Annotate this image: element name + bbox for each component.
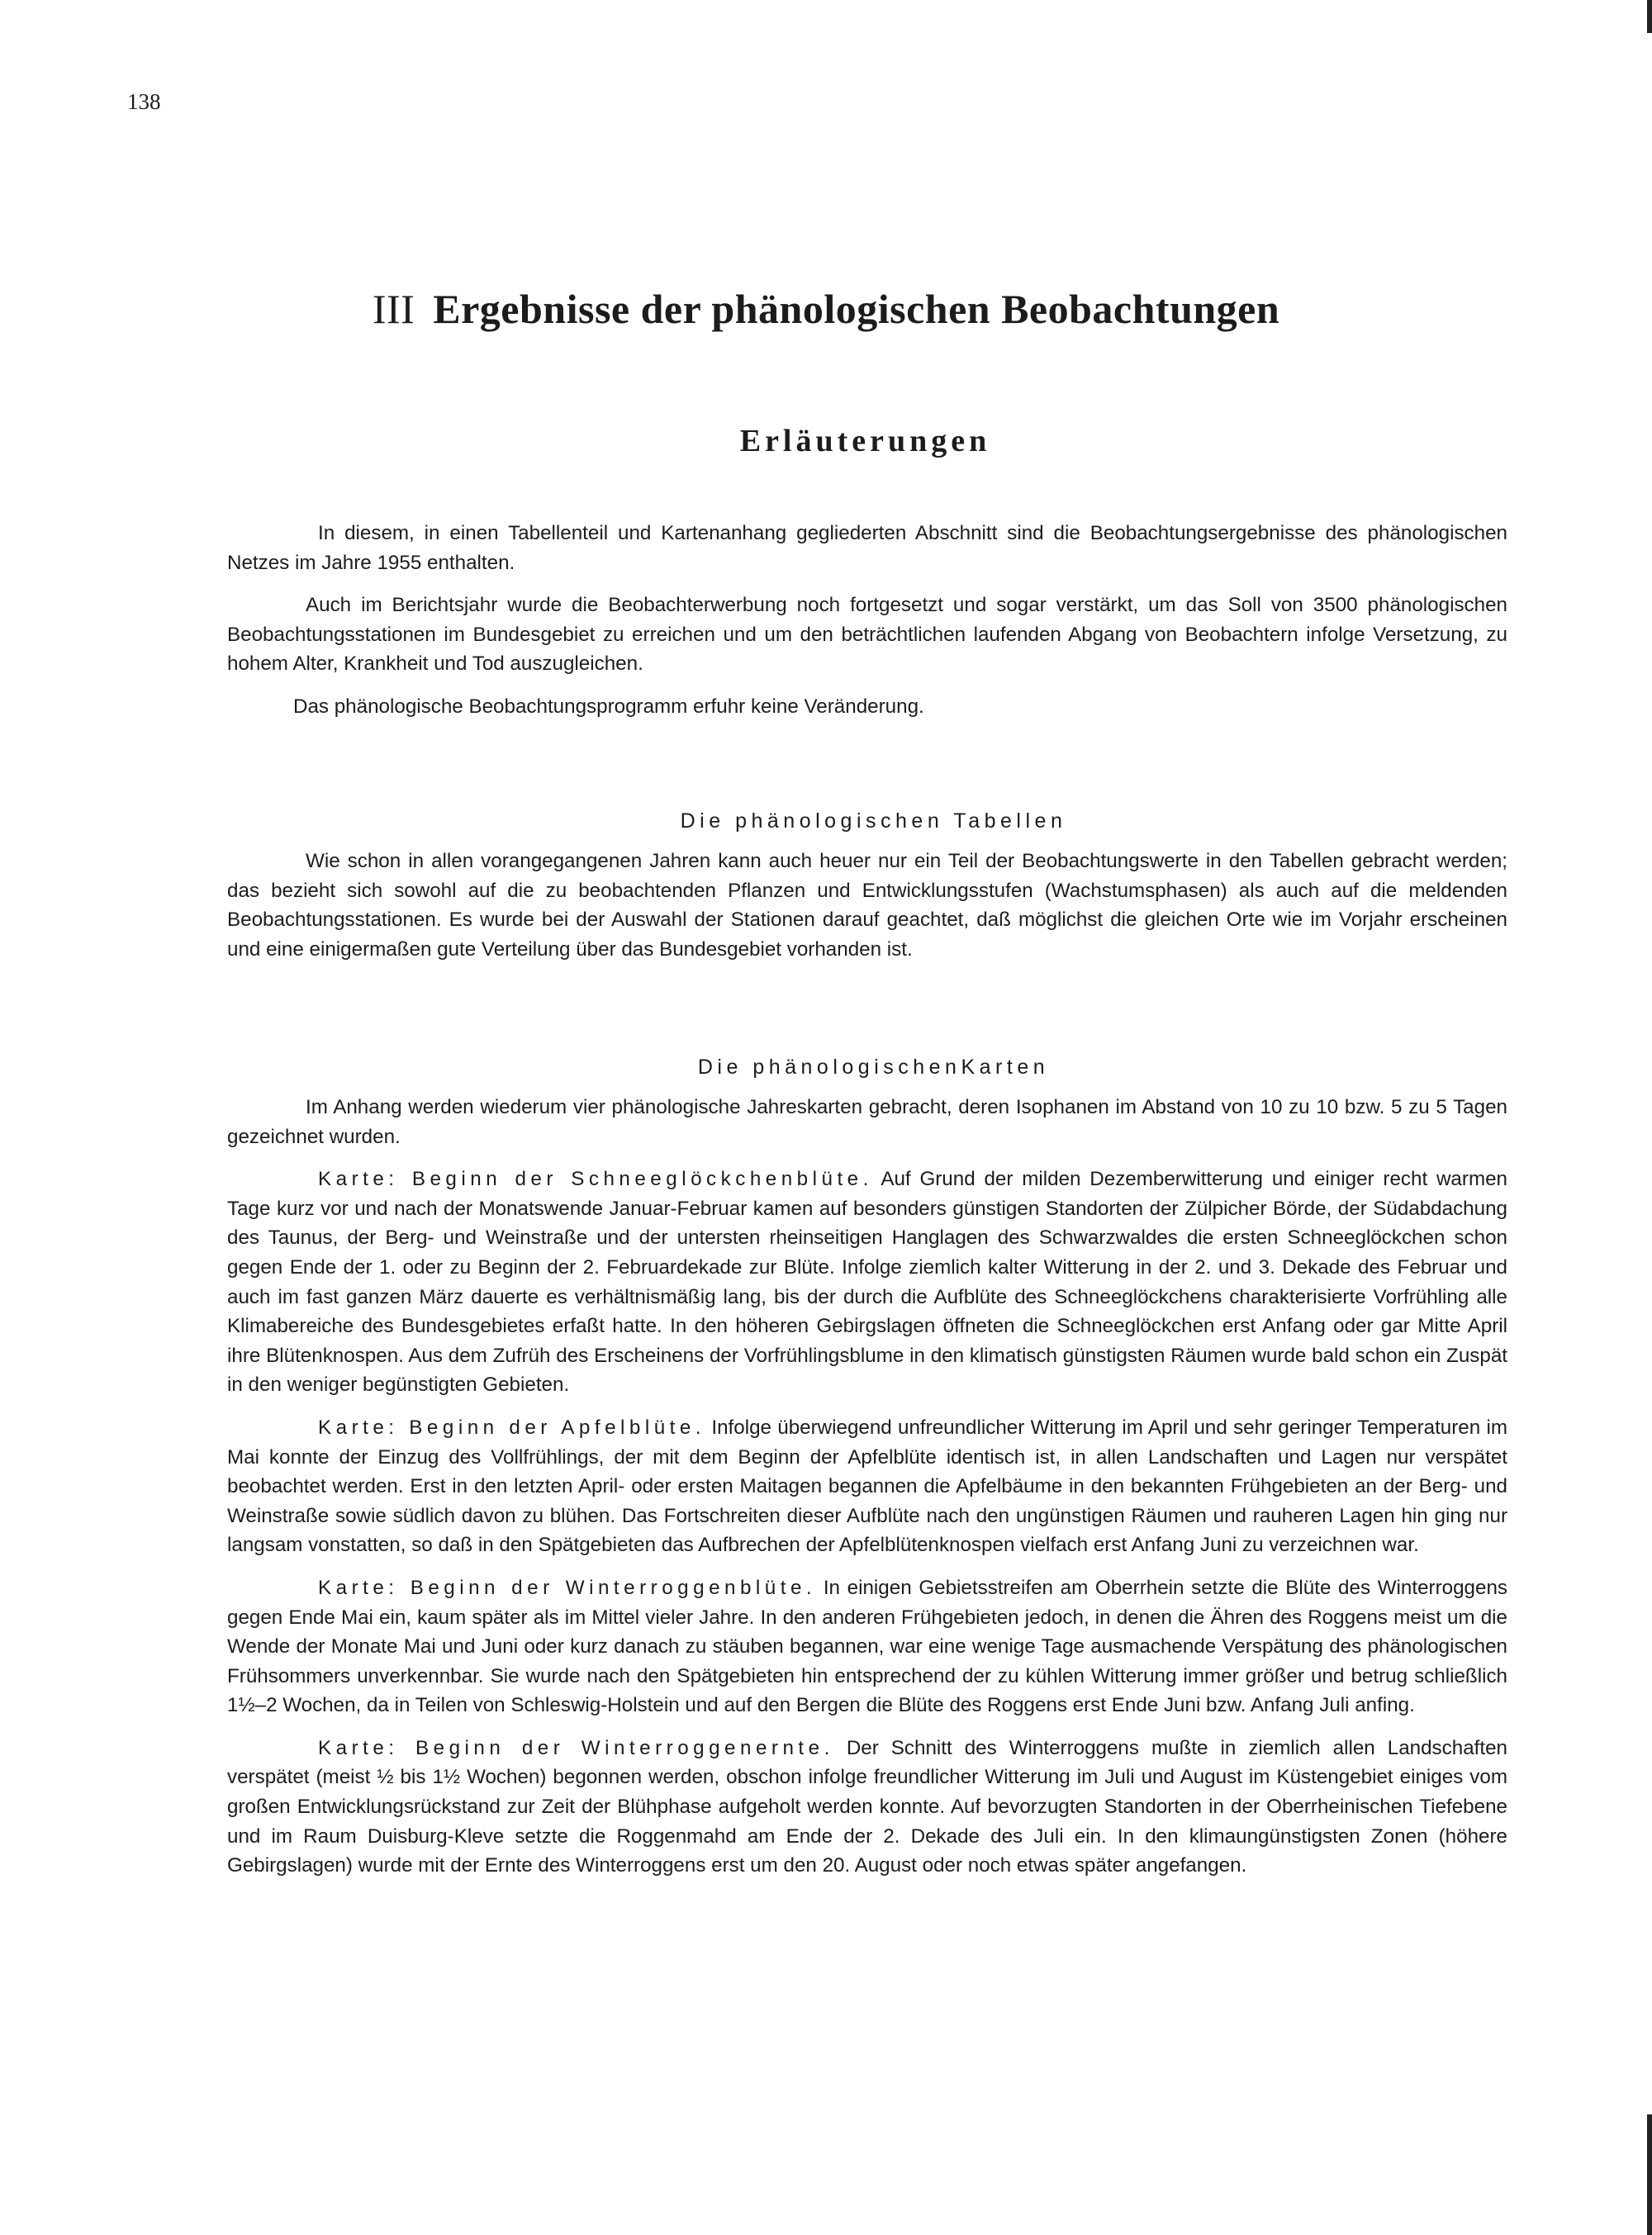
maps-heading: Die phänologischenKarten <box>697 1056 1050 1079</box>
chapter-title <box>0 285 1652 333</box>
karte-winterroggenernte-paragraph <box>227 1734 1507 1881</box>
karte-schneegloeckchen-label: Karte: Beginn der Schneeglöckchenblüte. <box>318 1168 873 1191</box>
scan-edge-mark-top <box>1647 0 1652 33</box>
tables-heading: Die phänologischen Tabellen <box>680 809 1067 833</box>
karte-winterroggenbluete-label: Karte: Beginn der Winterroggenblüte. <box>318 1576 817 1599</box>
karte-apfelbluete-text: Infolge überwiegend unfreundlicher Witterung im April und sehr geringer Temperaturen im Mai konnte der Einzug des Vollfrühlings, der mit dem Beginn der Apfelblüte identisch ist, in allen Landschaften und Lagen nur verspätet beobachtet werden. Erst in den letzten April- oder ersten Maitagen begannen die Apfelbäume in den bekannten Frühgebieten an der Berg- und Weinstraße sowie südlich davon zu blühen. Das Fortschreiten dieser Aufblüte nach den ungünstigen Räumen und rauheren Lagen hin ging nur langsam vonstatten, so daß in den Spätgebieten das Aufbrechen der Apfelblütenknospen vielfach erst Anfang Juni zu verzeichnen war. <box>227 1416 1507 1557</box>
intro-section <box>227 519 1507 735</box>
karte-winterroggenbluete-paragraph <box>227 1573 1507 1720</box>
maps-section <box>227 1093 1507 1894</box>
intro-paragraph-2: Auch im Berichtsjahr wurde die Beobachterwerbung noch fortgesetzt und sogar verstärkt, um das Soll von 3500 phänologischen Beobachtungsstationen im Bundesgebiet zu erreichen und um den beträchtlichen laufenden Abgang von Beobachtern infolge Versetzung, zu hohem Alter, Krankheit und Tod auszugleichen. <box>227 594 1507 676</box>
chapter-roman-numeral: III <box>372 286 415 332</box>
tables-paragraph: Wie schon in allen vorangegangenen Jahren kann auch heuer nur ein Teil der Beobachtungswerte in den Tabellen gebracht werden; das bezieht sich sowohl auf die zu beobachtenden Pflanzen und Entwicklungsstufen (Wachstumsphasen) als auch auf die meldenden Beobachtungsstationen. Es wurde bei der Auswahl der Stationen darauf geachtet, daß möglichst die gleichen Orte wie im Vorjahr erscheinen und eine einigermaßen gute Verteilung über das Bundesgebiet vorhanden ist. <box>227 850 1507 961</box>
tables-section <box>227 847 1507 977</box>
karte-winterroggenernte-text: Der Schnitt des Winterroggens mußte in ziemlich allen Landschaften verspätet (meist ½ bis 1½ Wochen) begonnen werden, obschon infolge freundlicher Witterung im Juli und August im Küstengebiet einiges vom großen Entwicklungsrückstand zur Zeit der Blühphase aufgeholt werden konnte. Auf bevorzugten Standorten in der Oberrheinischen Tiefebene und im Raum Duisburg-Kleve setzte die Roggenmahd am Ende der 2. Dekade des Juli ein. In den klimaungünstigsten Zonen (höhere Gebirgslagen) wurde mit der Ernte des Winterroggens erst um den 20. August oder noch etwas später angefangen. <box>227 1736 1507 1877</box>
scan-edge-mark-bottom <box>1647 2114 1652 2235</box>
karte-schneegloeckchen-text: Auf Grund der milden Dezemberwitterung und einiger recht warmen Tage kurz vor und nach der Monatswende Januar-Februar kamen auf besonders günstigen Standorten der Zülpicher Börde, der Südabdachung des Taunus, der Berg- und Weinstraße und der untersten rheinseitigen Hanglagen des Schwarzwaldes die ersten Schneeglöckchen schon gegen Ende der 1. oder zu Beginn der 2. Februardekade zur Blüte. Infolge ziemlich kalter Witterung in der 2. und 3. Dekade des Februar und auch im fast ganzen März dauerte es verhältnismäßig lang, bis der durch die Aufblüte des Schneeglöckchens charakterisierte Vorfrühling alle Klimabereiche des Bundesgebietes erfaßt hatte. In den höheren Gebirgslagen öffneten die Schneeglöckchen erst Anfang oder gar Mitte April ihre Blütenknospen. Aus dem Zufrüh des Erscheinens der Vorfrühlingsblume in den klimatisch günstigsten Räumen wurde bald schon ein Zuspät in den weniger begünstigten Gebieten. <box>227 1168 1507 1397</box>
karte-schneegloeckchen-paragraph <box>227 1165 1507 1400</box>
karte-apfelbluete-paragraph <box>227 1413 1507 1560</box>
section-title: Erläuterungen <box>739 424 991 458</box>
chapter-title-text: Ergebnisse der phänologischen Beobachtungen <box>433 286 1280 332</box>
intro-paragraph-3: Das phänologische Beobachtungsprogramm erfuhr keine Veränderung. <box>293 695 924 718</box>
karte-apfelbluete-label: Karte: Beginn der Apfelblüte. <box>318 1416 706 1439</box>
intro-paragraph-1: In diesem, in einen Tabellenteil und Kartenanhang gegliederten Abschnitt sind die Beobachtungsergebnisse des phänologischen Netzes im Jahre 1955 enthalten. <box>227 522 1507 574</box>
karte-winterroggenbluete-text: In einigen Gebietsstreifen am Oberrhein setzte die Blüte des Winterroggens gegen Ende Mai ein, kaum später als im Mittel vieler Jahre. In den anderen Frühgebieten jedoch, in denen die Ähren des Roggens meist um die Wende der Monate Mai und Juni oder kurz danach zu stäuben begannen, war eine wenige Tage ausmachende Verspätung des phänologischen Frühsommers unverkennbar. Sie wurde nach den Spätgebieten hin entsprechend der zu kühlen Witterung immer größer und betrug schließlich 1½–2 Wochen, da in Teilen von Schleswig-Holstein und auf den Bergen die Blüte des Roggens erst Ende Juni bzw. Anfang Juli anfing. <box>227 1576 1507 1717</box>
maps-intro-paragraph: Im Anhang werden wiederum vier phänologische Jahreskarten gebracht, deren Isophanen im Abstand von 10 zu 10 bzw. 5 zu 5 Tagen gezeichnet wurden. <box>227 1096 1507 1148</box>
page-number: 138 <box>127 89 161 114</box>
karte-winterroggenernte-label: Karte: Beginn der Winterroggenernte. <box>318 1736 834 1759</box>
